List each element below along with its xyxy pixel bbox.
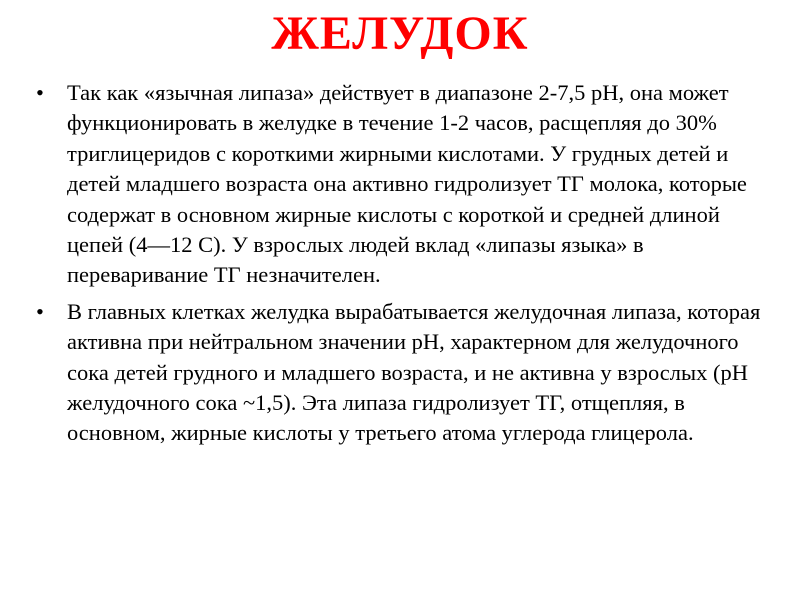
bullet-item-lingual-lipase [36,78,764,291]
bullet-point-icon: • [36,298,44,324]
slide-title: ЖЕЛУДОК [271,7,529,60]
bullet-item-gastric-lipase [36,297,764,449]
bullet-list [36,78,764,455]
bullet-text: Так как «язычная липаза» действует в диапазоне 2-7,5 рН, она может функционировать в желудке в течение 1-2 часов, расщепляя до 30% триглицеридов с короткими жирными кислотами. У грудных детей и детей младшего возраста она активно гидролизует ТГ молока, которые содержат в основном жирные кислоты с короткой и средней длиной цепей (4—12 С). У взрослых людей вклад «липазы языка» в переваривание ТГ незначителен. [67,80,747,288]
bullet-point-icon: • [36,80,44,105]
bullet-text: В главных клетках желудка вырабатывается желудочная липаза, которая активна при нейтральном значении рН, характерном для желудочного сока детей грудного и младшего возраста, и не активна у взрослых (рН желудочного сока ~1,5). Эта липаза гидролизует ТГ, отщепляя, в основном, жирные кислоты у третьего атома углерода глицерола. [67,298,761,446]
